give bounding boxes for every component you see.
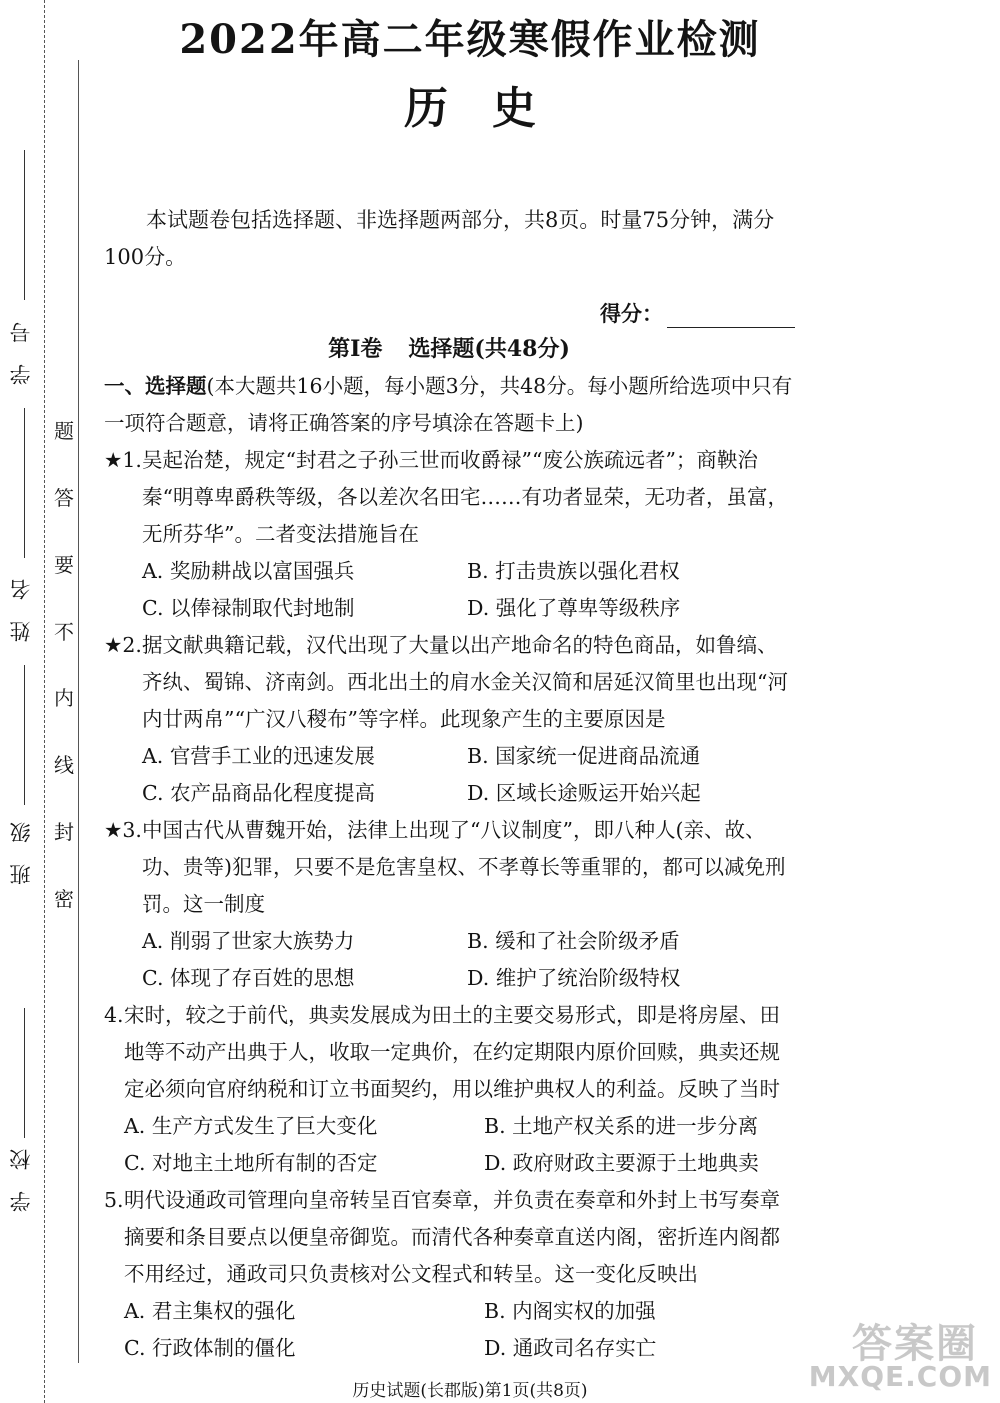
option-d[interactable]: D. 维护了统治阶级特权	[467, 966, 681, 990]
options	[104, 1293, 796, 1367]
options	[104, 923, 796, 997]
option-c[interactable]: C. 体现了存百姓的思想	[142, 966, 355, 990]
exam-intro: 本试题卷包括选择题、非选择题两部分，共8页。时量75分钟，满分100分。	[104, 208, 775, 269]
options	[104, 1108, 796, 1182]
school-label: 学 校	[9, 1149, 33, 1213]
dashed-seal-line	[44, 0, 45, 1403]
option-b[interactable]: B. 内阁实权的加强	[484, 1299, 656, 1323]
binding-margin	[0, 0, 80, 1403]
question-number: ★2.	[104, 633, 142, 657]
question-4	[104, 997, 796, 1182]
page-footer: 历史试题(长郡版)第1页(共8页)	[352, 1381, 588, 1401]
score-blank[interactable]	[667, 305, 795, 328]
question-stem: 宋时，较之于前代，典卖发展成为田土的主要交易形式，即是将房屋、田地等不动产出典于人，收取一定典价，在约定期限内原价回赎，典卖还规定必须向官府纳税和订立书面契约，用以维护典权人的利益。反映了当时	[124, 1003, 780, 1101]
option-d[interactable]: D. 强化了尊卑等级秩序	[467, 596, 681, 620]
margin-rule	[78, 60, 79, 1363]
name-blank[interactable]	[24, 408, 25, 558]
question-stem: 明代设通政司管理向皇帝转呈百官奏章，并负责在奏章和外封上书写奏章摘要和条目要点以便皇帝御览。而清代各种奏章直送内阁，密折连内阁都不用经过，通政司只负责核对公文程式和转呈。这一变化反映出	[124, 1188, 780, 1286]
option-d[interactable]: D. 政府财政主要源于土地典卖	[484, 1151, 759, 1175]
section-name: 选择题(共48分)	[408, 336, 570, 362]
option-c[interactable]: C. 对地主土地所有制的否定	[124, 1151, 378, 1175]
class-blank[interactable]	[24, 665, 25, 805]
option-d[interactable]: D. 区域长途贩运开始兴起	[467, 781, 701, 805]
option-b[interactable]: B. 缓和了社会阶级矛盾	[467, 929, 680, 953]
question-5	[104, 1182, 796, 1367]
option-c[interactable]: C. 以俸禄制取代封地制	[142, 596, 355, 620]
option-a[interactable]: A. 君主集权的强化	[124, 1299, 296, 1323]
score-field	[600, 298, 800, 328]
subject-title: 历 史	[404, 83, 536, 134]
option-b[interactable]: B. 国家统一促进商品流通	[467, 744, 701, 768]
seal-char: 题	[54, 419, 74, 443]
question-stem: 吴起治楚，规定“封君之子孙三世而收爵禄”“废公族疏远者”；商鞅治秦“明尊卑爵秩等级，各以差次名田宅……有功者显荣，无功者，虽富，无所芬华”。二者变法措施旨在	[142, 448, 788, 546]
watermark-logo	[808, 1312, 1000, 1403]
student-id-label: 学 号	[9, 322, 33, 386]
options	[104, 553, 796, 627]
question-number: 5.	[104, 1188, 124, 1212]
options	[104, 738, 796, 812]
question-stem: 据文献典籍记载，汉代出现了大量以出产地命名的特色商品，如鲁缟、齐纨、蜀锦、济南剑。西北出土的肩水金关汉简和居延汉简里也出现“河内廿两帛”“广汉八稯布”等字样。此现象产生的主要原因是	[142, 633, 788, 731]
seal-notice	[53, 420, 75, 910]
score-label: 得分：	[600, 302, 663, 326]
section-part: 第Ⅰ卷	[328, 336, 383, 362]
option-c[interactable]: C. 行政体制的僵化	[124, 1336, 296, 1360]
question-number: ★3.	[104, 818, 142, 842]
option-b[interactable]: B. 土地产权关系的进一步分离	[484, 1114, 759, 1138]
option-b[interactable]: B. 打击贵族以强化君权	[467, 559, 680, 583]
school-blank[interactable]	[24, 1008, 25, 1138]
name-label: 姓 名	[9, 579, 33, 643]
question-1	[104, 442, 796, 627]
option-c[interactable]: C. 农产品商品化程度提高	[142, 781, 375, 805]
option-a[interactable]: A. 奖励耕战以富国强兵	[142, 559, 355, 583]
seal-char: 密	[54, 886, 74, 911]
option-a[interactable]: A. 削弱了世家大族势力	[142, 929, 355, 953]
question-3	[104, 812, 796, 997]
question-area	[104, 368, 796, 1367]
option-a[interactable]: A. 生产方式发生了巨大变化	[124, 1114, 378, 1138]
option-d[interactable]: D. 通政司名存实亡	[484, 1336, 657, 1360]
instruction-lead: 一、选择题	[104, 374, 207, 398]
watermark-text: 答案圈	[852, 1321, 978, 1367]
instruction-text: (本大题共16小题，每小题3分，共48分。每小题所给选项中只有一项符合题意，请将正确答案的序号填涂在答题卡上)	[104, 374, 793, 435]
instructions	[104, 368, 796, 442]
seal-char: 线	[54, 753, 74, 778]
watermark-url: MXQE.COM	[808, 1360, 992, 1393]
section-heading	[104, 332, 794, 363]
seal-char: 内	[54, 686, 74, 711]
question-stem: 中国古代从曹魏开始，法律上出现了“八议制度”，即八种人(亲、故、功、贵等)犯罪，只要不是危害皇权、不孝尊长等重罪的，都可以减免刑罚。这一制度	[142, 818, 786, 916]
option-a[interactable]: A. 官营手工业的迅速发展	[142, 744, 375, 768]
question-number: ★1.	[104, 448, 142, 472]
seal-char: 答	[54, 485, 74, 510]
class-label: 班 级	[9, 822, 33, 886]
seal-char: 封	[54, 820, 74, 845]
exam-title: 2022年高二年级寒假作业检测	[179, 16, 761, 63]
seal-char: 不	[54, 619, 74, 644]
question-number: 4.	[104, 1003, 124, 1027]
seal-char: 要	[54, 552, 74, 577]
student-id-blank[interactable]	[24, 150, 25, 300]
question-2	[104, 627, 796, 812]
